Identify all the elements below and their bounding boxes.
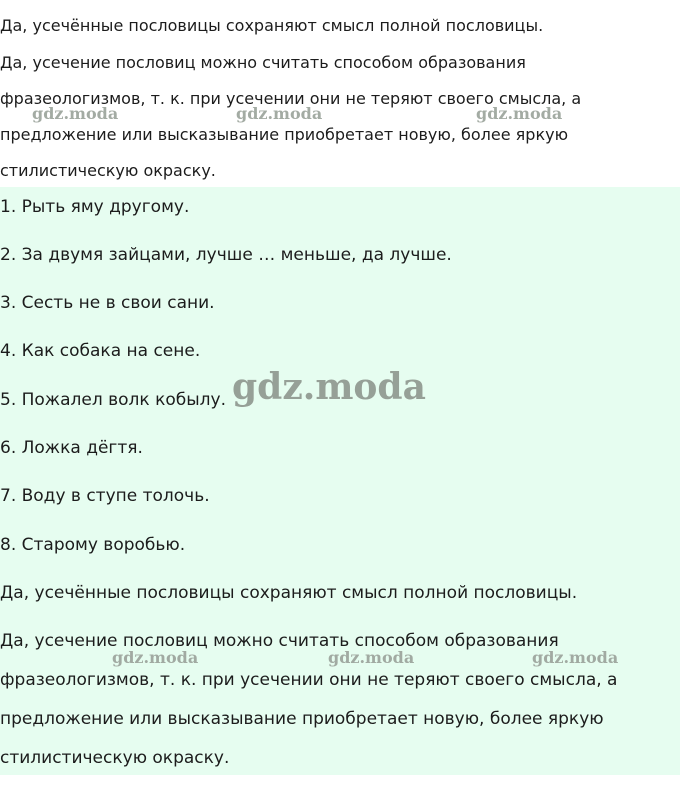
text-line: фразеологизмов, т. к. при усечении они не теряют своего смысла, а [0, 89, 582, 108]
text-line: Да, усечение пословиц можно считать способом образования [0, 53, 526, 72]
watermark: gdz.moda [32, 104, 119, 123]
watermark: gdz.moda [232, 366, 426, 408]
watermark: gdz.moda [476, 104, 563, 123]
proverb-item: 1. Рыть яму другому. [0, 197, 190, 217]
text-line: предложение или высказывание приобретает новую, более яркую [0, 709, 604, 729]
proverb-item: 6. Ложка дёгтя. [0, 438, 143, 458]
text-line: Да, усечённые пословицы сохраняют смысл полной пословицы. [0, 583, 578, 603]
text-line: предложение или высказывание приобретает новую, более яркую [0, 125, 569, 144]
proverb-item: 3. Сесть не в свои сани. [0, 293, 215, 313]
proverb-item: 5. Пожалел волк кобылу. [0, 390, 226, 410]
watermark: gdz.moda [236, 104, 323, 123]
proverb-item: 8. Старому воробью. [0, 535, 186, 555]
text-line: Да, усечение пословиц можно считать способом образования [0, 631, 559, 651]
text-line: Да, усечённые пословицы сохраняют смысл полной пословицы. [0, 16, 544, 35]
watermark: gdz.moda [112, 648, 199, 667]
watermark: gdz.moda [532, 648, 619, 667]
text-line: стилистическую окраску. [0, 161, 216, 180]
proverb-item: 7. Воду в ступе толочь. [0, 486, 210, 506]
answer-block [0, 187, 680, 775]
text-line: фразеологизмов, т. к. при усечении они не теряют своего смысла, а [0, 670, 618, 690]
proverb-item: 4. Как собака на сене. [0, 341, 201, 361]
watermark: gdz.moda [328, 648, 415, 667]
text-line: стилистическую окраску. [0, 748, 230, 768]
proverb-item: 2. За двумя зайцами, лучше … меньше, да лучше. [0, 245, 452, 265]
